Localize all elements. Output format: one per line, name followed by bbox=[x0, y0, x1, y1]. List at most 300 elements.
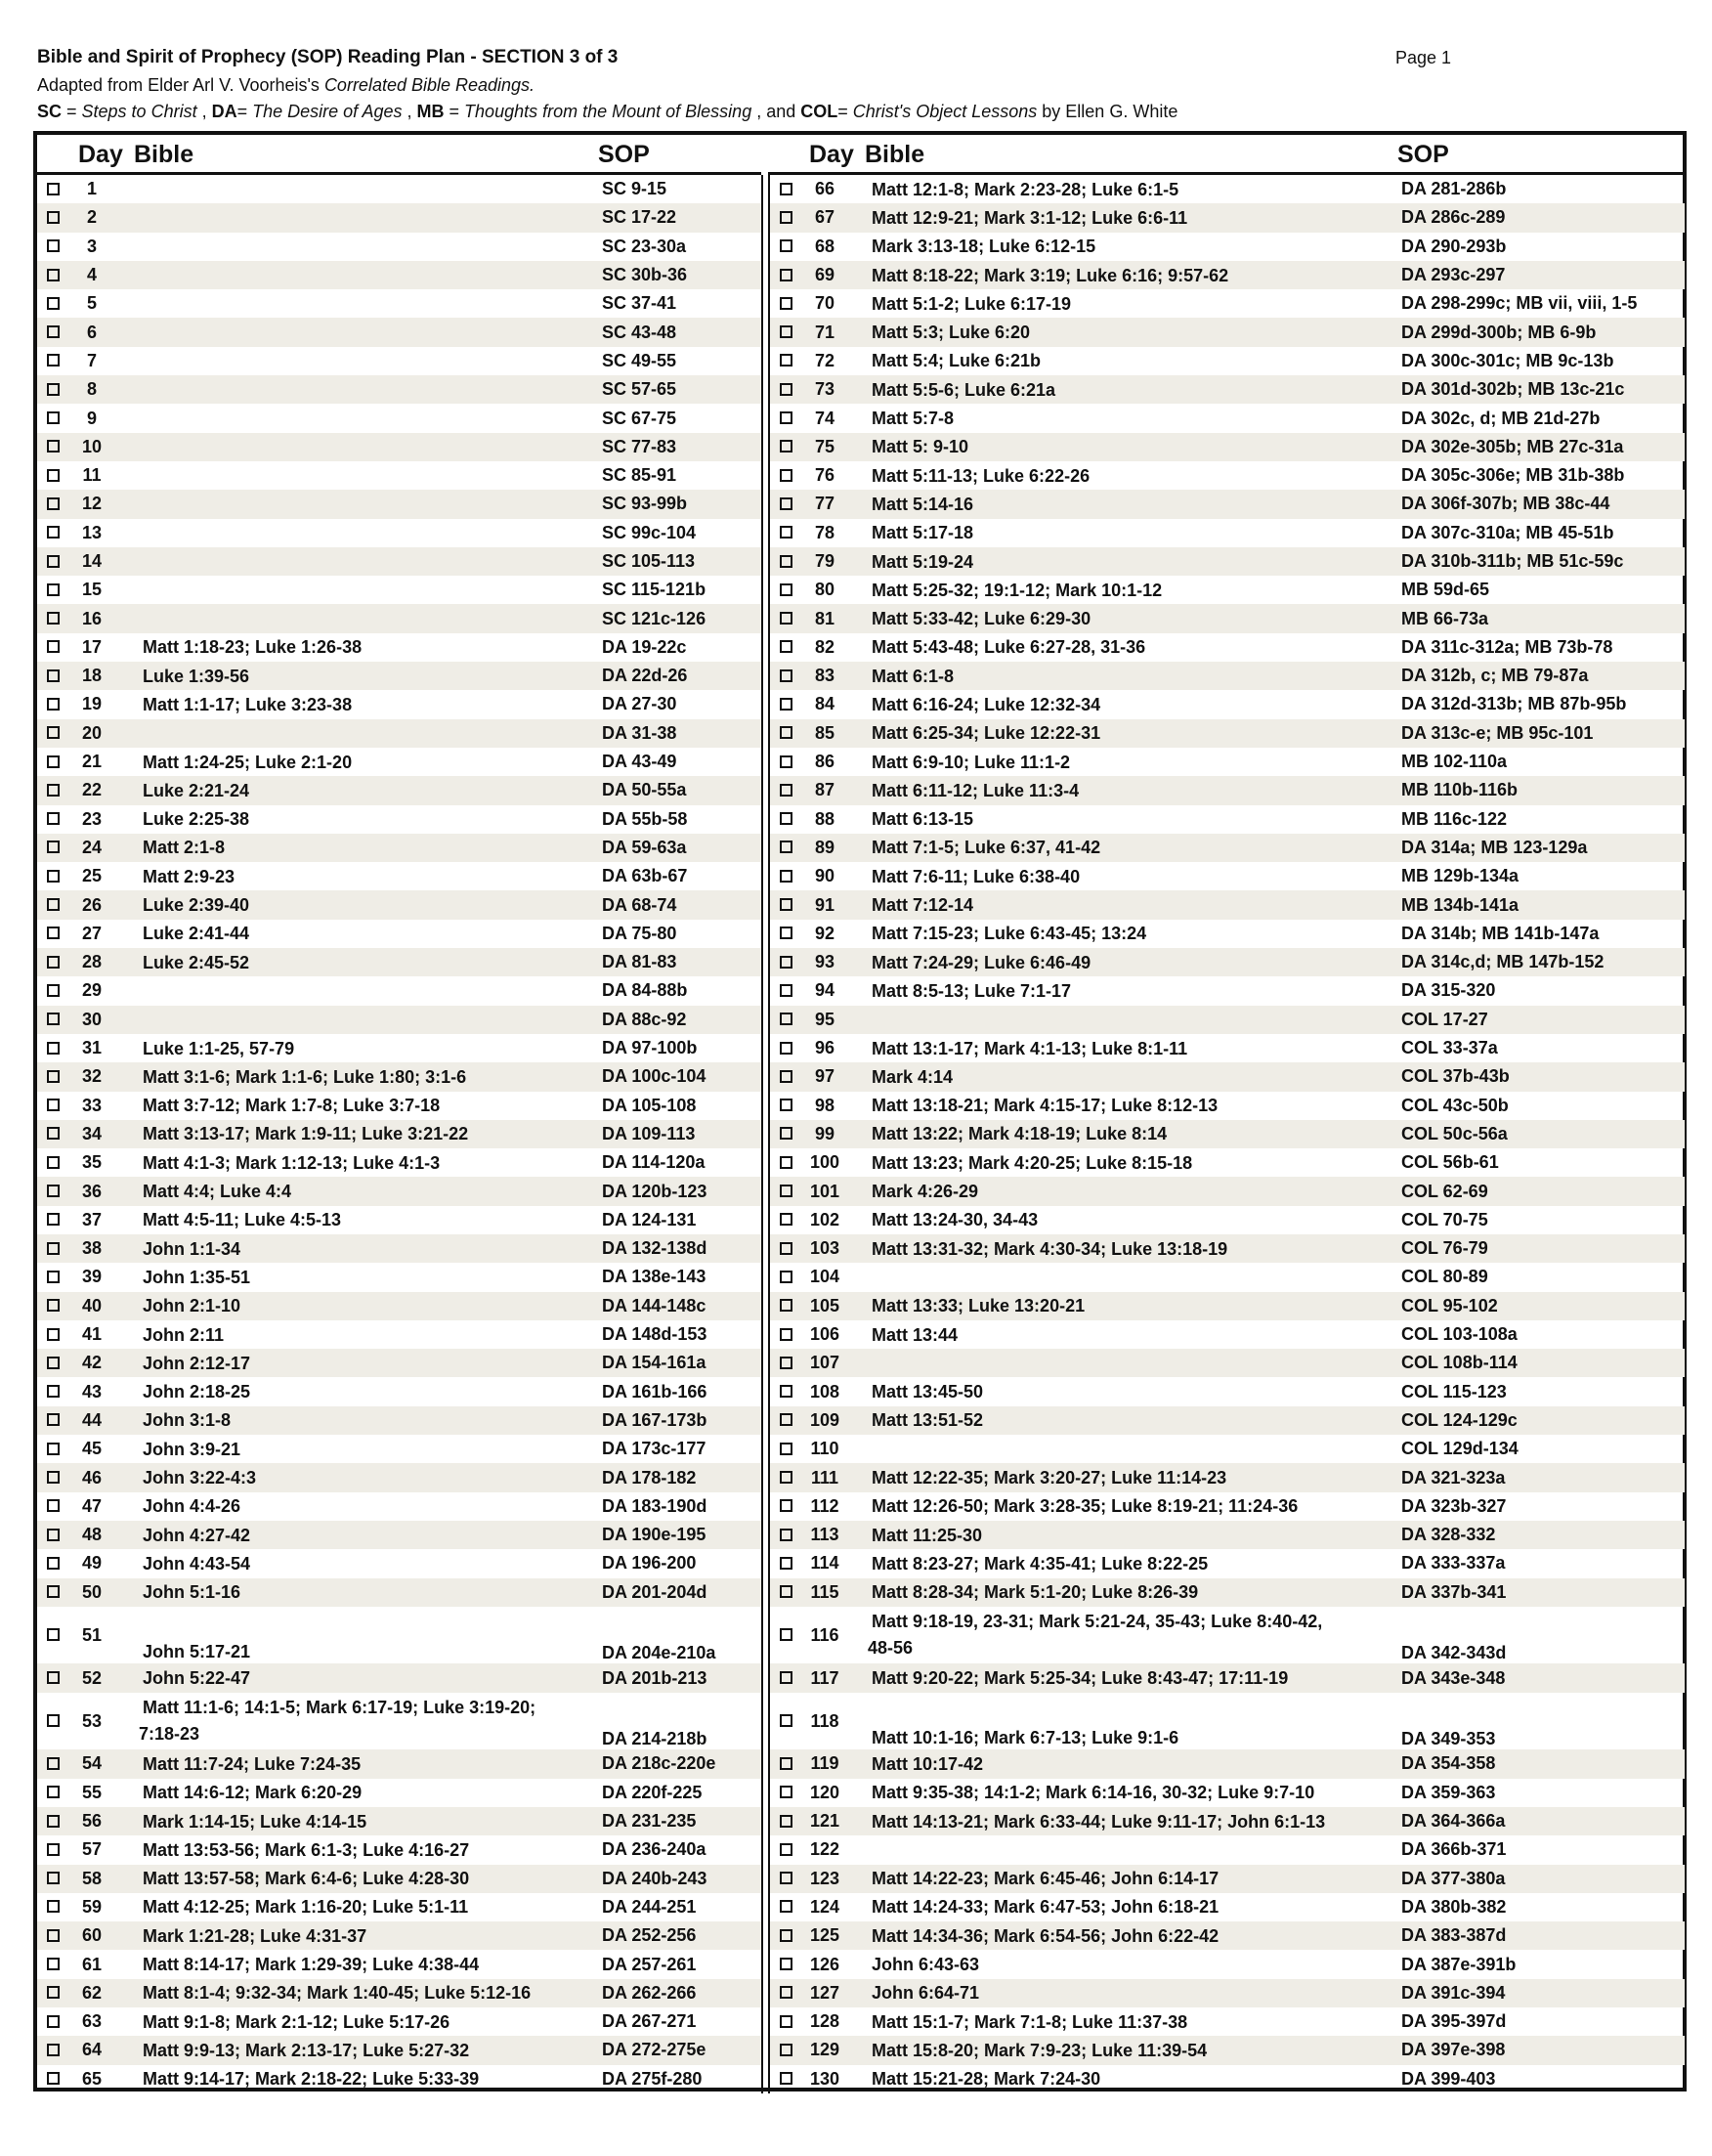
sop-reading: SC 105-113 bbox=[602, 551, 696, 571]
checkbox-icon[interactable] bbox=[47, 1213, 60, 1226]
abbreviation-legend bbox=[37, 99, 1689, 125]
plan-row bbox=[37, 1921, 761, 1950]
bible-reading bbox=[143, 719, 596, 748]
checkbox-icon[interactable] bbox=[47, 1499, 60, 1512]
bible-reading: Matt 8:1-4; 9:32-34; Mark 1:40-45; Luke 5:12-16 bbox=[143, 1983, 532, 2004]
bible-reading: Matt 5:4; Luke 6:21b bbox=[872, 351, 1042, 371]
checkbox-icon[interactable] bbox=[47, 1385, 60, 1398]
checkbox-icon[interactable] bbox=[47, 583, 60, 596]
sop-reading: DA 55b-58 bbox=[602, 808, 688, 829]
checkbox-icon[interactable] bbox=[47, 1471, 60, 1484]
plan-row bbox=[770, 1693, 1685, 1750]
checkbox-icon[interactable] bbox=[780, 1299, 792, 1312]
sop-reading: DA 81-83 bbox=[602, 952, 677, 972]
sop-reading: DA 314c,d; MB 147b-152 bbox=[1401, 952, 1605, 972]
checkbox-icon[interactable] bbox=[47, 1099, 60, 1111]
bible-reading bbox=[143, 233, 596, 261]
plan-row bbox=[37, 1377, 761, 1405]
checkbox-icon[interactable] bbox=[780, 755, 792, 768]
sop-reading: DA 63b-67 bbox=[602, 866, 688, 886]
checkbox-icon[interactable] bbox=[780, 526, 792, 539]
bible-reading: Matt 4:4; Luke 4:4 bbox=[143, 1182, 292, 1202]
checkbox-icon[interactable] bbox=[780, 784, 792, 797]
day-number: 13 bbox=[81, 522, 103, 542]
checkbox-icon[interactable] bbox=[47, 669, 60, 682]
checkbox-icon[interactable] bbox=[47, 726, 60, 739]
sop-reading: DA 391c-394 bbox=[1401, 1982, 1506, 2003]
plan-row bbox=[770, 920, 1685, 948]
bible-reading: Luke 1:1-25, 57-79 bbox=[143, 1038, 295, 1058]
checkbox-icon[interactable] bbox=[47, 383, 60, 396]
checkbox-icon[interactable] bbox=[780, 269, 792, 281]
checkbox-icon[interactable] bbox=[780, 1585, 792, 1598]
plan-row bbox=[37, 633, 761, 662]
right-column bbox=[768, 175, 1685, 2093]
checkbox-icon[interactable] bbox=[47, 2072, 60, 2085]
checkbox-icon[interactable] bbox=[47, 812, 60, 825]
checkbox-icon[interactable] bbox=[780, 612, 792, 625]
plan-row bbox=[37, 1950, 761, 1978]
sop-reading: DA 354-358 bbox=[1401, 1753, 1496, 1774]
bible-reading: Matt 12:26-50; Mark 3:28-35; Luke 8:19-21; 11:24-36 bbox=[872, 1496, 1299, 1517]
checkbox-icon[interactable] bbox=[780, 1385, 792, 1398]
checkbox-icon[interactable] bbox=[47, 956, 60, 969]
checkbox-icon[interactable] bbox=[780, 1714, 792, 1727]
bible-reading: Matt 7:1-5; Luke 6:37, 41-42 bbox=[872, 838, 1101, 858]
sop-reading: MB 66-73a bbox=[1401, 608, 1489, 628]
bible-reading: Matt 14:22-23; Mark 6:45-46; John 6:14-17 bbox=[872, 1869, 1220, 1889]
plan-row bbox=[37, 2036, 761, 2064]
checkbox-icon[interactable] bbox=[47, 1127, 60, 1140]
sop-reading: DA 312b, c; MB 79-87a bbox=[1401, 666, 1589, 686]
checkbox-icon[interactable] bbox=[780, 1213, 792, 1226]
sop-reading: DA 220f-225 bbox=[602, 1782, 703, 1802]
plan-row bbox=[770, 1521, 1685, 1549]
checkbox-icon[interactable] bbox=[780, 497, 792, 510]
sop-reading: SC 23-30a bbox=[602, 236, 687, 256]
sop-reading: MB 59d-65 bbox=[1401, 580, 1490, 600]
plan-row bbox=[37, 461, 761, 490]
bible-reading: John 2:18-25 bbox=[143, 1382, 251, 1402]
checkbox-icon[interactable] bbox=[780, 211, 792, 224]
day-number: 62 bbox=[81, 1982, 103, 2003]
bible-reading bbox=[143, 547, 596, 576]
checkbox-icon[interactable] bbox=[47, 1929, 60, 1942]
sop-reading: DA 88c-92 bbox=[602, 1009, 687, 1029]
sop-reading: DA 50-55a bbox=[602, 780, 687, 800]
day-number: 66 bbox=[814, 179, 835, 199]
plan-row bbox=[770, 1950, 1685, 1978]
checkbox-icon[interactable] bbox=[780, 1242, 792, 1255]
legend-part: Thoughts from the Mount of Blessing bbox=[464, 102, 752, 121]
checkbox-icon[interactable] bbox=[780, 1127, 792, 1140]
bible-reading: Matt 4:5-11; Luke 4:5-13 bbox=[143, 1210, 342, 1230]
sop-reading: SC 77-83 bbox=[602, 436, 677, 456]
checkbox-icon[interactable] bbox=[780, 812, 792, 825]
plan-row bbox=[37, 1807, 761, 1835]
checkbox-icon[interactable] bbox=[780, 1843, 792, 1856]
checkbox-icon[interactable] bbox=[780, 1357, 792, 1369]
checkbox-icon[interactable] bbox=[47, 1042, 60, 1055]
day-number: 109 bbox=[809, 1409, 840, 1430]
bible-reading: Matt 15:8-20; Mark 7:9-23; Luke 11:39-54 bbox=[872, 2040, 1208, 2060]
day-number: 111 bbox=[810, 1467, 839, 1488]
checkbox-icon[interactable] bbox=[780, 1900, 792, 1913]
checkbox-icon[interactable] bbox=[780, 1443, 792, 1455]
checkbox-icon[interactable] bbox=[47, 1585, 60, 1598]
checkbox-icon[interactable] bbox=[47, 2044, 60, 2056]
day-number: 122 bbox=[809, 1839, 840, 1860]
plan-row bbox=[770, 261, 1685, 289]
sop-reading: DA 300c-301c; MB 9c-13b bbox=[1401, 350, 1614, 370]
day-number: 44 bbox=[81, 1409, 103, 1430]
sop-reading: DA 399-403 bbox=[1401, 2068, 1496, 2089]
bible-reading: Matt 6:13-15 bbox=[872, 809, 974, 830]
bible-reading: Matt 5: 9-10 bbox=[872, 437, 969, 457]
sop-reading: DA 395-397d bbox=[1401, 2011, 1507, 2032]
checkbox-icon[interactable] bbox=[47, 1786, 60, 1798]
checkbox-icon[interactable] bbox=[780, 354, 792, 367]
checkbox-icon[interactable] bbox=[780, 1986, 792, 1999]
day-number: 70 bbox=[814, 293, 835, 314]
bible-reading: Matt 13:31-32; Mark 4:30-34; Luke 13:18-19 bbox=[872, 1238, 1228, 1259]
checkbox-icon[interactable] bbox=[780, 583, 792, 596]
checkbox-icon[interactable] bbox=[780, 1185, 792, 1197]
bible-reading bbox=[143, 1006, 596, 1034]
checkbox-icon[interactable] bbox=[47, 755, 60, 768]
bible-reading: Matt 13:51-52 bbox=[872, 1410, 984, 1431]
sop-reading: DA 132-138d bbox=[602, 1238, 707, 1259]
plan-row bbox=[37, 1292, 761, 1320]
checkbox-icon[interactable] bbox=[47, 1714, 60, 1727]
checkbox-icon[interactable] bbox=[780, 1499, 792, 1512]
checkbox-icon[interactable] bbox=[47, 211, 60, 224]
day-number: 19 bbox=[81, 694, 103, 714]
checkbox-icon[interactable] bbox=[47, 555, 60, 568]
checkbox-icon[interactable] bbox=[780, 1815, 792, 1828]
plan-row bbox=[37, 1749, 761, 1778]
plan-row bbox=[37, 2065, 761, 2093]
checkbox-icon[interactable] bbox=[780, 2044, 792, 2056]
checkbox-icon[interactable] bbox=[47, 784, 60, 797]
day-number: 37 bbox=[81, 1209, 103, 1229]
checkbox-icon[interactable] bbox=[47, 354, 60, 367]
bible-reading bbox=[872, 1835, 1395, 1864]
bible-reading: Luke 2:21-24 bbox=[143, 780, 250, 800]
day-number: 102 bbox=[809, 1209, 840, 1229]
day-number: 55 bbox=[81, 1782, 103, 1802]
sop-reading: MB 116c-122 bbox=[1401, 808, 1508, 829]
bible-reading: John 1:1-34 bbox=[143, 1238, 241, 1259]
checkbox-icon[interactable] bbox=[47, 239, 60, 252]
checkbox-icon[interactable] bbox=[47, 1156, 60, 1169]
sop-reading: DA 236-240a bbox=[602, 1839, 706, 1860]
sop-reading: DA 114-120a bbox=[602, 1152, 706, 1173]
checkbox-icon[interactable] bbox=[47, 1013, 60, 1025]
plan-row bbox=[37, 862, 761, 890]
sop-reading: DA 244-251 bbox=[602, 1896, 697, 1917]
legend-part: MB bbox=[416, 102, 445, 121]
sop-reading: DA 349-353 bbox=[1401, 1729, 1496, 1749]
checkbox-icon[interactable] bbox=[780, 726, 792, 739]
plan-row bbox=[37, 1034, 761, 1062]
checkbox-icon[interactable] bbox=[47, 1242, 60, 1255]
bible-reading: Matt 13:53-56; Mark 6:1-3; Luke 4:16-27 bbox=[143, 1839, 470, 1860]
day-number: 127 bbox=[809, 1982, 840, 2003]
checkbox-icon[interactable] bbox=[780, 640, 792, 653]
checkbox-icon[interactable] bbox=[47, 297, 60, 310]
checkbox-icon[interactable] bbox=[780, 669, 792, 682]
day-number: 43 bbox=[81, 1381, 103, 1401]
sop-reading: DA 307c-310a; MB 45-51b bbox=[1401, 522, 1614, 542]
sop-reading: SC 9-15 bbox=[602, 179, 667, 199]
plan-row bbox=[37, 1206, 761, 1234]
plan-row bbox=[37, 404, 761, 432]
plan-row bbox=[37, 1835, 761, 1864]
checkbox-icon[interactable] bbox=[47, 440, 60, 453]
bible-reading: John 4:43-54 bbox=[143, 1553, 251, 1574]
sop-reading: DA 84-88b bbox=[602, 980, 688, 1001]
bible-reading bbox=[143, 519, 596, 547]
checkbox-icon[interactable] bbox=[47, 1958, 60, 1970]
checkbox-icon[interactable] bbox=[47, 497, 60, 510]
day-number: 35 bbox=[81, 1152, 103, 1173]
checkbox-icon[interactable] bbox=[47, 1070, 60, 1083]
checkbox-icon[interactable] bbox=[780, 239, 792, 252]
checkbox-icon[interactable] bbox=[780, 469, 792, 482]
day-number: 121 bbox=[809, 1811, 840, 1832]
plan-row bbox=[770, 948, 1685, 976]
checkbox-icon[interactable] bbox=[780, 1628, 792, 1641]
checkbox-icon[interactable] bbox=[780, 297, 792, 310]
sop-reading: DA 321-323a bbox=[1401, 1467, 1506, 1488]
day-number: 129 bbox=[809, 2040, 840, 2060]
day-number: 104 bbox=[809, 1267, 840, 1287]
checkbox-icon[interactable] bbox=[780, 440, 792, 453]
day-number: 7 bbox=[86, 350, 97, 370]
checkbox-icon[interactable] bbox=[780, 1872, 792, 1884]
checkbox-icon[interactable] bbox=[780, 1099, 792, 1111]
checkbox-icon[interactable] bbox=[780, 870, 792, 883]
plan-row bbox=[770, 805, 1685, 834]
checkbox-icon[interactable] bbox=[780, 383, 792, 396]
checkbox-icon[interactable] bbox=[47, 1185, 60, 1197]
checkbox-icon[interactable] bbox=[47, 411, 60, 424]
checkbox-icon[interactable] bbox=[47, 1557, 60, 1570]
checkbox-icon[interactable] bbox=[780, 1471, 792, 1484]
checkbox-icon[interactable] bbox=[47, 1628, 60, 1641]
checkbox-icon[interactable] bbox=[47, 1757, 60, 1770]
plan-row bbox=[770, 604, 1685, 632]
bible-reading bbox=[143, 461, 596, 490]
checkbox-icon[interactable] bbox=[47, 927, 60, 939]
plan-row bbox=[37, 433, 761, 461]
day-number: 8 bbox=[86, 379, 97, 400]
checkbox-icon[interactable] bbox=[780, 1013, 792, 1025]
bible-reading bbox=[143, 404, 596, 432]
sop-reading: MB 134b-141a bbox=[1401, 894, 1519, 915]
plan-row bbox=[770, 461, 1685, 490]
document-subtitle bbox=[37, 72, 1689, 99]
checkbox-icon[interactable] bbox=[780, 183, 792, 195]
sop-reading: DA 314a; MB 123-129a bbox=[1401, 837, 1588, 857]
day-number: 83 bbox=[814, 666, 835, 686]
sop-reading: COL 103-108a bbox=[1401, 1324, 1518, 1345]
checkbox-icon[interactable] bbox=[47, 1299, 60, 1312]
sop-reading: DA 301d-302b; MB 13c-21c bbox=[1401, 379, 1625, 400]
day-number: 101 bbox=[809, 1181, 840, 1201]
checkbox-icon[interactable] bbox=[47, 612, 60, 625]
plan-row bbox=[770, 633, 1685, 662]
checkbox-icon[interactable] bbox=[780, 1328, 792, 1341]
day-number: 87 bbox=[814, 780, 835, 800]
sop-reading: DA 240b-243 bbox=[602, 1868, 707, 1888]
plan-row bbox=[770, 1492, 1685, 1521]
plan-row bbox=[37, 576, 761, 604]
sop-reading: DA 313c-e; MB 95c-101 bbox=[1401, 722, 1594, 743]
plan-row bbox=[770, 1377, 1685, 1405]
checkbox-icon[interactable] bbox=[47, 325, 60, 338]
checkbox-icon[interactable] bbox=[47, 1671, 60, 1684]
plan-row bbox=[37, 1463, 761, 1491]
sop-reading: DA 359-363 bbox=[1401, 1782, 1496, 1802]
checkbox-icon[interactable] bbox=[47, 698, 60, 711]
checkbox-icon[interactable] bbox=[780, 2015, 792, 2028]
sop-reading: SC 85-91 bbox=[602, 465, 677, 486]
plan-row bbox=[37, 1578, 761, 1607]
bible-reading: Mark 1:21-28; Luke 4:31-37 bbox=[143, 1925, 367, 1946]
checkbox-icon[interactable] bbox=[47, 1986, 60, 1999]
checkbox-icon[interactable] bbox=[47, 870, 60, 883]
checkbox-icon[interactable] bbox=[47, 1271, 60, 1283]
checkbox-icon[interactable] bbox=[780, 984, 792, 997]
checkbox-icon[interactable] bbox=[780, 1413, 792, 1426]
checkbox-icon[interactable] bbox=[780, 1671, 792, 1684]
bible-reading bbox=[143, 433, 596, 461]
checkbox-icon[interactable] bbox=[780, 325, 792, 338]
legend-part: SC bbox=[37, 102, 63, 121]
bible-reading: Matt 1:24-25; Luke 2:1-20 bbox=[143, 752, 353, 772]
sop-reading: DA 281-286b bbox=[1401, 179, 1507, 199]
bible-reading: Matt 1:18-23; Luke 1:26-38 bbox=[143, 637, 363, 658]
day-header: Day bbox=[809, 141, 854, 168]
checkbox-icon[interactable] bbox=[47, 1413, 60, 1426]
checkbox-icon[interactable] bbox=[47, 2015, 60, 2028]
checkbox-icon[interactable] bbox=[780, 555, 792, 568]
bible-reading: John 2:1-10 bbox=[143, 1296, 241, 1316]
bible-reading: Matt 8:23-27; Mark 4:35-41; Luke 8:22-25 bbox=[872, 1553, 1209, 1574]
legend-part: The Desire of Ages bbox=[252, 102, 403, 121]
plan-row bbox=[37, 289, 761, 318]
checkbox-icon[interactable] bbox=[780, 841, 792, 853]
legend-part: Christ's Object Lessons bbox=[852, 102, 1038, 121]
checkbox-icon[interactable] bbox=[47, 1357, 60, 1369]
checkbox-icon[interactable] bbox=[47, 1900, 60, 1913]
day-number: 48 bbox=[81, 1525, 103, 1545]
checkbox-icon[interactable] bbox=[780, 1557, 792, 1570]
checkbox-icon[interactable] bbox=[780, 1529, 792, 1541]
plan-row bbox=[37, 1234, 761, 1263]
sop-reading: COL 80-89 bbox=[1401, 1267, 1488, 1287]
checkbox-icon[interactable] bbox=[780, 898, 792, 911]
bible-reading: Matt 3:7-12; Mark 1:7-8; Luke 3:7-18 bbox=[143, 1096, 441, 1116]
sop-reading: SC 115-121b bbox=[602, 580, 706, 600]
checkbox-icon[interactable] bbox=[780, 1958, 792, 1970]
bible-reading: Matt 12:1-8; Mark 2:23-28; Luke 6:1-5 bbox=[872, 179, 1179, 199]
title-text: Bible and Spirit of Prophecy (SOP) Reading Plan - SECTION 3 of 3 bbox=[37, 47, 619, 67]
bible-reading bbox=[143, 261, 596, 289]
checkbox-icon[interactable] bbox=[780, 927, 792, 939]
checkbox-icon[interactable] bbox=[780, 1156, 792, 1169]
checkbox-icon[interactable] bbox=[780, 1070, 792, 1083]
bible-reading: Matt 3:1-6; Mark 1:1-6; Luke 1:80; 3:1-6 bbox=[143, 1066, 467, 1087]
checkbox-icon[interactable] bbox=[780, 698, 792, 711]
day-number: 59 bbox=[81, 1896, 103, 1917]
plan-row bbox=[770, 1779, 1685, 1807]
checkbox-icon[interactable] bbox=[47, 269, 60, 281]
day-number: 9 bbox=[86, 408, 97, 428]
day-number: 71 bbox=[814, 322, 835, 342]
checkbox-icon[interactable] bbox=[47, 1815, 60, 1828]
checkbox-icon[interactable] bbox=[47, 1872, 60, 1884]
checkbox-icon[interactable] bbox=[47, 984, 60, 997]
bible-reading: Matt 1:1-17; Luke 3:23-38 bbox=[143, 694, 353, 714]
bible-reading: Matt 5:3; Luke 6:20 bbox=[872, 323, 1031, 343]
bible-reading: Matt 14:6-12; Mark 6:20-29 bbox=[143, 1783, 363, 1803]
bible-reading: Matt 13:44 bbox=[872, 1324, 959, 1345]
checkbox-icon[interactable] bbox=[47, 1328, 60, 1341]
bible-reading bbox=[143, 203, 596, 232]
checkbox-icon[interactable] bbox=[47, 1843, 60, 1856]
day-number: 128 bbox=[809, 2011, 840, 2032]
checkbox-icon[interactable] bbox=[780, 2072, 792, 2085]
bible-reading: Matt 6:16-24; Luke 12:32-34 bbox=[872, 694, 1101, 714]
checkbox-icon[interactable] bbox=[780, 956, 792, 969]
checkbox-icon[interactable] bbox=[780, 411, 792, 424]
checkbox-icon[interactable] bbox=[47, 1529, 60, 1541]
checkbox-icon[interactable] bbox=[47, 183, 60, 195]
checkbox-icon[interactable] bbox=[47, 841, 60, 853]
plan-row bbox=[37, 1320, 761, 1349]
sop-reading: MB 129b-134a bbox=[1401, 866, 1519, 886]
checkbox-icon[interactable] bbox=[780, 1929, 792, 1942]
checkbox-icon[interactable] bbox=[47, 640, 60, 653]
checkbox-icon[interactable] bbox=[47, 1443, 60, 1455]
checkbox-icon[interactable] bbox=[780, 1271, 792, 1283]
day-number: 52 bbox=[81, 1667, 103, 1688]
plan-row bbox=[770, 1435, 1685, 1463]
bible-reading: Mark 4:14 bbox=[872, 1066, 954, 1087]
sop-reading: SC 30b-36 bbox=[602, 265, 688, 285]
day-number: 31 bbox=[81, 1038, 103, 1058]
checkbox-icon[interactable] bbox=[47, 526, 60, 539]
day-number: 112 bbox=[810, 1495, 839, 1516]
checkbox-icon[interactable] bbox=[47, 469, 60, 482]
checkbox-icon[interactable] bbox=[780, 1757, 792, 1770]
day-number: 12 bbox=[81, 494, 103, 514]
day-number: 126 bbox=[809, 1954, 840, 1974]
day-number: 42 bbox=[81, 1353, 103, 1373]
sop-reading: DA 302c, d; MB 21d-27b bbox=[1401, 408, 1601, 428]
plan-row bbox=[37, 1865, 761, 1893]
sop-reading: SC 93-99b bbox=[602, 494, 688, 514]
plan-row bbox=[37, 203, 761, 232]
checkbox-icon[interactable] bbox=[47, 898, 60, 911]
bible-reading: Matt 4:12-25; Mark 1:16-20; Luke 5:1-11 bbox=[143, 1897, 469, 1918]
checkbox-icon[interactable] bbox=[780, 1786, 792, 1798]
day-number: 73 bbox=[814, 379, 835, 400]
checkbox-icon[interactable] bbox=[780, 1042, 792, 1055]
